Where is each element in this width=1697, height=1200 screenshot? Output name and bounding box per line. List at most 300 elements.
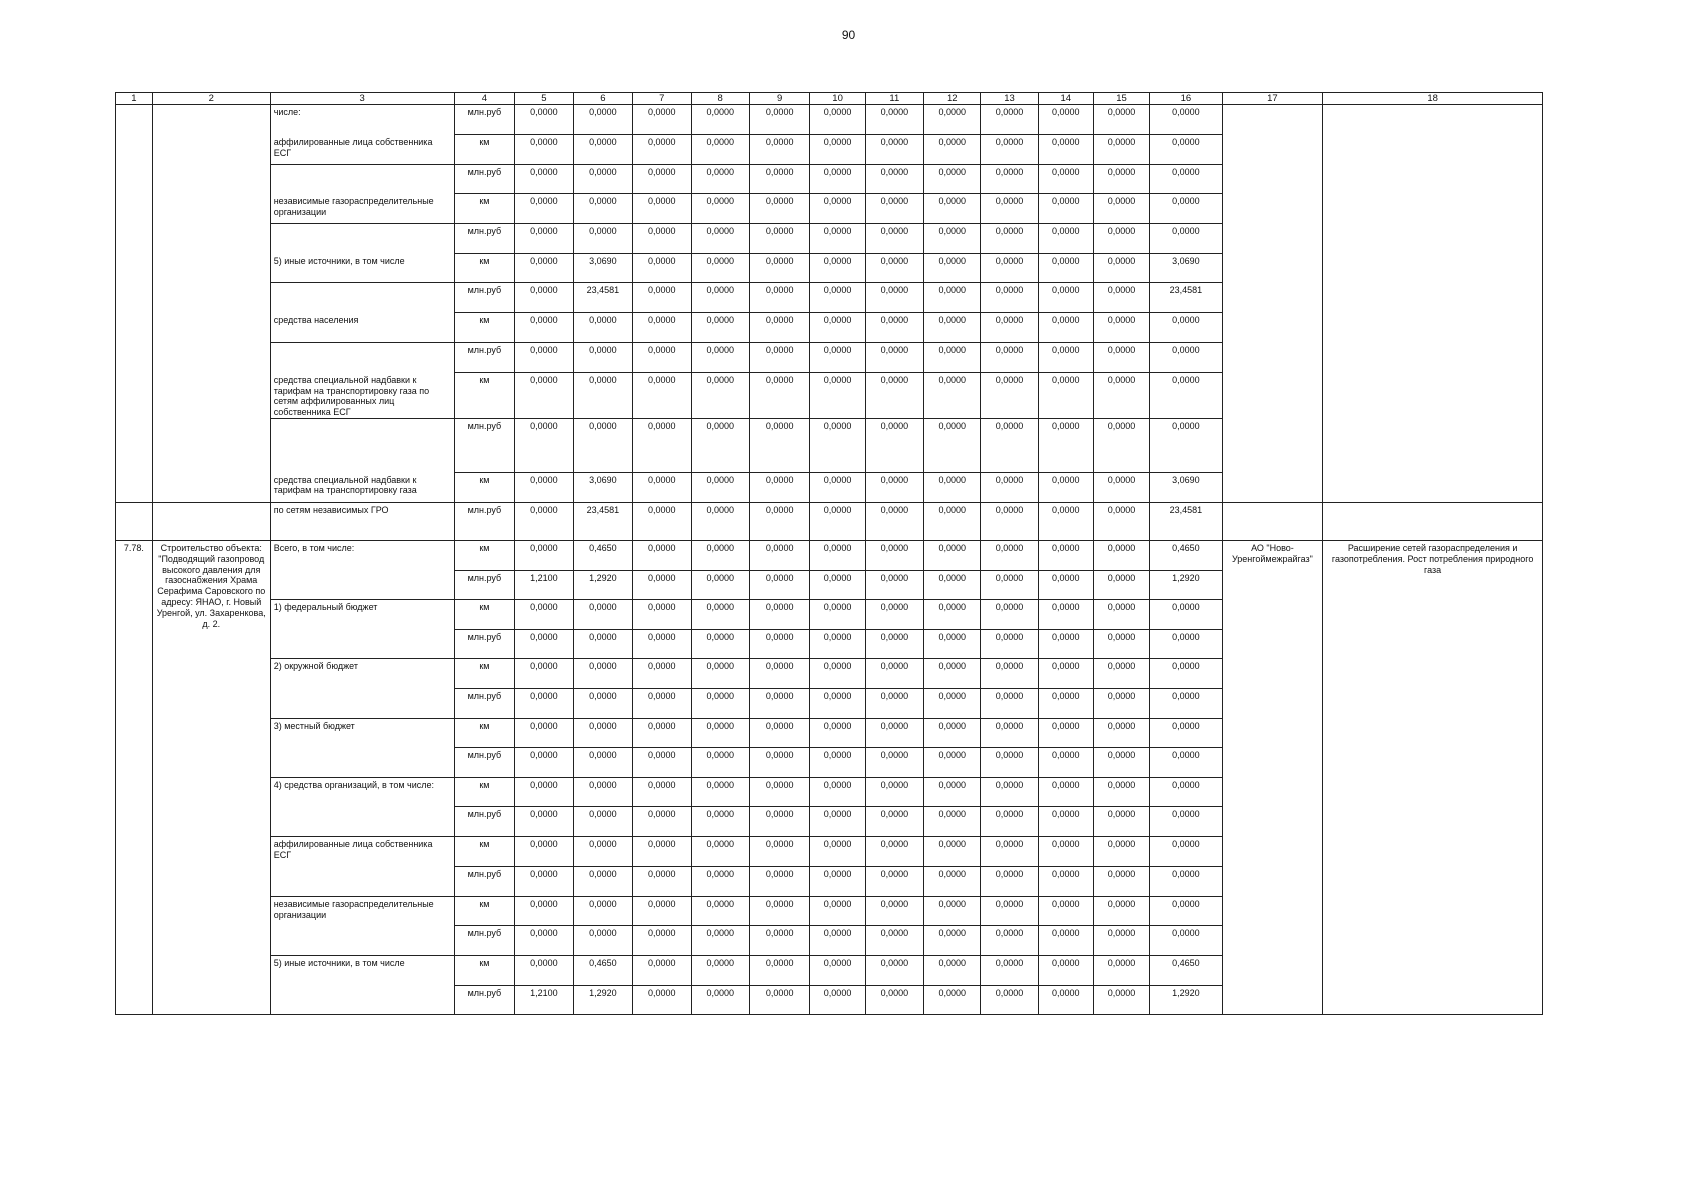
value-cell: 0,0000: [924, 926, 981, 956]
value-cell: 23,4581: [573, 283, 633, 313]
row-label: 1) федеральный бюджет: [270, 600, 454, 630]
value-cell: 0,0000: [633, 748, 691, 778]
value-cell: 0,0000: [1038, 135, 1093, 165]
value-cell: 0,0000: [924, 105, 981, 135]
value-cell: 0,0000: [515, 419, 573, 473]
value-cell: 0,0000: [810, 600, 865, 630]
value-cell: 0,0000: [1093, 659, 1149, 689]
value-cell: 0,0000: [573, 807, 633, 837]
value-cell: 0,0000: [1038, 419, 1093, 473]
value-cell: 0,0000: [810, 283, 865, 313]
value-cell: 0,0000: [1150, 867, 1222, 897]
value-cell: 0,0000: [924, 956, 981, 986]
value-cell: 0,0000: [573, 135, 633, 165]
column-header-4: 4: [454, 93, 515, 105]
value-cell: 0,0000: [749, 343, 810, 373]
organization-empty: [1222, 503, 1323, 541]
value-cell: 0,0000: [515, 897, 573, 926]
unit-cell: млн.руб: [454, 807, 515, 837]
value-cell: 0,0000: [573, 343, 633, 373]
value-cell: 0,0000: [810, 105, 865, 135]
value-cell: 0,0000: [691, 837, 749, 867]
value-cell: 0,0000: [1150, 419, 1222, 473]
value-cell: 0,0000: [749, 926, 810, 956]
value-cell: 0,0000: [810, 165, 865, 194]
value-cell: 0,0000: [924, 135, 981, 165]
value-cell: 0,0000: [633, 837, 691, 867]
value-cell: 0,0000: [981, 343, 1038, 373]
value-cell: 0,0000: [865, 600, 923, 630]
column-header-8: 8: [691, 93, 749, 105]
value-cell: 0,0000: [810, 689, 865, 719]
column-header-1: 1: [116, 93, 153, 105]
row-label-empty: [270, 630, 454, 659]
value-cell: 3,0690: [573, 473, 633, 503]
value-cell: 0,0000: [924, 659, 981, 689]
value-cell: 0,0000: [691, 986, 749, 1015]
value-cell: 0,0000: [924, 719, 981, 748]
value-cell: 0,0000: [633, 541, 691, 571]
column-header-9: 9: [749, 93, 810, 105]
value-cell: 0,0000: [1093, 807, 1149, 837]
value-cell: 0,0000: [865, 719, 923, 748]
value-cell: 0,0000: [691, 807, 749, 837]
value-cell: 0,0000: [1093, 473, 1149, 503]
unit-cell: км: [454, 541, 515, 571]
value-cell: 0,0000: [749, 194, 810, 224]
item-number-empty: [116, 503, 153, 541]
column-header-10: 10: [810, 93, 865, 105]
value-cell: 0,0000: [1150, 105, 1222, 135]
value-cell: 0,0000: [1038, 343, 1093, 373]
value-cell: 0,0000: [981, 600, 1038, 630]
value-cell: 0,0000: [749, 689, 810, 719]
value-cell: 0,0000: [981, 807, 1038, 837]
row-label-empty: [270, 224, 454, 254]
value-cell: 0,0000: [924, 630, 981, 659]
value-cell: 0,0000: [691, 630, 749, 659]
value-cell: 0,0000: [981, 503, 1038, 541]
value-cell: 0,0000: [633, 419, 691, 473]
value-cell: 0,0000: [810, 867, 865, 897]
unit-cell: км: [454, 600, 515, 630]
value-cell: 0,0000: [810, 897, 865, 926]
value-cell: 0,0000: [749, 837, 810, 867]
value-cell: 0,0000: [1038, 748, 1093, 778]
column-header-12: 12: [924, 93, 981, 105]
row-label-empty: [270, 748, 454, 778]
value-cell: 0,0000: [749, 503, 810, 541]
value-cell: 0,0000: [810, 503, 865, 541]
value-cell: 0,0000: [691, 926, 749, 956]
value-cell: 0,0000: [1150, 659, 1222, 689]
value-cell: 0,0000: [1150, 194, 1222, 224]
value-cell: 0,0000: [865, 419, 923, 473]
value-cell: 0,0000: [691, 956, 749, 986]
row-label: аффилированные лица собственника ЕСГ: [270, 135, 454, 165]
item-number: 7.78.: [116, 541, 153, 1015]
value-cell: 0,0000: [515, 867, 573, 897]
value-cell: 0,0000: [1093, 254, 1149, 283]
value-cell: 0,4650: [1150, 541, 1222, 571]
value-cell: 0,0000: [981, 630, 1038, 659]
value-cell: 0,0000: [1093, 748, 1149, 778]
value-cell: 0,0000: [633, 283, 691, 313]
unit-cell: млн.руб: [454, 748, 515, 778]
value-cell: 0,0000: [1150, 719, 1222, 748]
value-cell: 0,0000: [691, 254, 749, 283]
page-number: 90: [841, 28, 856, 42]
value-cell: 0,0000: [981, 926, 1038, 956]
value-cell: 0,0000: [810, 419, 865, 473]
value-cell: 0,0000: [924, 224, 981, 254]
unit-cell: км: [454, 719, 515, 748]
value-cell: 0,0000: [749, 135, 810, 165]
value-cell: 0,0000: [691, 867, 749, 897]
value-cell: 0,0000: [573, 659, 633, 689]
value-cell: 23,4581: [1150, 283, 1222, 313]
value-cell: 0,0000: [633, 956, 691, 986]
column-header-13: 13: [981, 93, 1038, 105]
value-cell: 0,0000: [633, 105, 691, 135]
value-cell: 0,0000: [691, 778, 749, 807]
value-cell: 0,0000: [981, 689, 1038, 719]
purpose: Расширение сетей газораспределения и газопотребления. Рост потребления природного газа: [1323, 541, 1543, 1015]
value-cell: 0,0000: [924, 600, 981, 630]
column-header-7: 7: [633, 93, 691, 105]
value-cell: 0,0000: [749, 778, 810, 807]
value-cell: 3,0690: [1150, 254, 1222, 283]
value-cell: 0,0000: [810, 541, 865, 571]
value-cell: 0,0000: [749, 473, 810, 503]
value-cell: 0,0000: [515, 165, 573, 194]
row-label: по сетям независимых ГРО: [270, 503, 454, 541]
value-cell: 0,0000: [810, 473, 865, 503]
unit-cell: млн.руб: [454, 571, 515, 600]
value-cell: 0,0000: [924, 807, 981, 837]
value-cell: 0,0000: [1038, 719, 1093, 748]
value-cell: 0,0000: [691, 897, 749, 926]
value-cell: 0,0000: [810, 778, 865, 807]
value-cell: 0,0000: [691, 719, 749, 748]
value-cell: 0,0000: [515, 313, 573, 343]
value-cell: 0,0000: [749, 867, 810, 897]
row-label-empty: [270, 689, 454, 719]
value-cell: 0,0000: [633, 630, 691, 659]
value-cell: 0,4650: [573, 956, 633, 986]
value-cell: 0,0000: [1093, 837, 1149, 867]
unit-cell: км: [454, 254, 515, 283]
value-cell: 0,0000: [515, 373, 573, 419]
unit-cell: км: [454, 313, 515, 343]
value-cell: 0,0000: [749, 571, 810, 600]
value-cell: 0,0000: [573, 630, 633, 659]
value-cell: 0,0000: [515, 105, 573, 135]
value-cell: 0,0000: [865, 956, 923, 986]
value-cell: 0,0000: [1038, 224, 1093, 254]
value-cell: 23,4581: [573, 503, 633, 541]
value-cell: 0,0000: [924, 165, 981, 194]
value-cell: 0,0000: [515, 503, 573, 541]
row-label: Всего, в том числе:: [270, 541, 454, 571]
value-cell: 0,0000: [924, 503, 981, 541]
value-cell: 0,0000: [749, 748, 810, 778]
value-cell: 0,0000: [865, 373, 923, 419]
column-header-5: 5: [515, 93, 573, 105]
value-cell: 0,0000: [865, 748, 923, 778]
value-cell: 0,0000: [633, 165, 691, 194]
value-cell: 0,0000: [633, 807, 691, 837]
unit-cell: млн.руб: [454, 867, 515, 897]
value-cell: 0,0000: [633, 254, 691, 283]
value-cell: 0,0000: [1038, 541, 1093, 571]
value-cell: 0,0000: [865, 224, 923, 254]
table-body: [116, 93, 1543, 1015]
value-cell: 0,0000: [749, 659, 810, 689]
value-cell: 0,0000: [691, 105, 749, 135]
value-cell: 0,0000: [633, 689, 691, 719]
value-cell: 0,4650: [573, 541, 633, 571]
value-cell: 0,0000: [749, 897, 810, 926]
value-cell: 0,0000: [924, 748, 981, 778]
value-cell: 0,0000: [633, 503, 691, 541]
value-cell: 0,0000: [981, 135, 1038, 165]
value-cell: 0,0000: [865, 313, 923, 343]
value-cell: 0,0000: [749, 224, 810, 254]
column-header-18: 18: [1323, 93, 1543, 105]
value-cell: 0,0000: [981, 541, 1038, 571]
unit-cell: млн.руб: [454, 343, 515, 373]
investment-table: [115, 92, 1543, 1015]
value-cell: 0,0000: [924, 541, 981, 571]
value-cell: 0,0000: [1038, 571, 1093, 600]
value-cell: 0,0000: [865, 897, 923, 926]
value-cell: 0,0000: [1038, 473, 1093, 503]
value-cell: 0,0000: [924, 254, 981, 283]
value-cell: 0,0000: [924, 283, 981, 313]
value-cell: 0,0000: [981, 897, 1038, 926]
value-cell: 0,0000: [981, 986, 1038, 1015]
value-cell: 0,0000: [924, 313, 981, 343]
value-cell: 0,0000: [865, 778, 923, 807]
value-cell: 0,0000: [810, 986, 865, 1015]
unit-cell: млн.руб: [454, 926, 515, 956]
unit-cell: млн.руб: [454, 986, 515, 1015]
value-cell: 0,0000: [924, 837, 981, 867]
value-cell: 23,4581: [1150, 503, 1222, 541]
unit-cell: км: [454, 956, 515, 986]
column-header-17: 17: [1222, 93, 1323, 105]
value-cell: 0,0000: [981, 867, 1038, 897]
value-cell: 0,0000: [1150, 689, 1222, 719]
value-cell: 0,0000: [865, 254, 923, 283]
value-cell: 0,0000: [515, 630, 573, 659]
value-cell: 0,0000: [573, 719, 633, 748]
value-cell: 0,0000: [1038, 313, 1093, 343]
column-header-16: 16: [1150, 93, 1222, 105]
value-cell: 0,0000: [865, 135, 923, 165]
value-cell: 0,0000: [1093, 343, 1149, 373]
value-cell: 0,0000: [749, 373, 810, 419]
header-row: [116, 93, 1543, 105]
value-cell: 0,0000: [865, 807, 923, 837]
value-cell: 0,0000: [749, 105, 810, 135]
value-cell: 0,0000: [1150, 343, 1222, 373]
value-cell: 0,0000: [573, 373, 633, 419]
unit-cell: млн.руб: [454, 503, 515, 541]
value-cell: 0,0000: [573, 313, 633, 343]
value-cell: 0,0000: [633, 194, 691, 224]
value-cell: 0,0000: [1038, 659, 1093, 689]
value-cell: 0,0000: [1038, 254, 1093, 283]
value-cell: 3,0690: [573, 254, 633, 283]
value-cell: 0,0000: [633, 373, 691, 419]
value-cell: 0,0000: [691, 748, 749, 778]
unit-cell: км: [454, 659, 515, 689]
value-cell: 0,0000: [691, 689, 749, 719]
row-label-empty: [270, 165, 454, 194]
value-cell: 0,0000: [1038, 600, 1093, 630]
value-cell: 0,0000: [924, 473, 981, 503]
value-cell: 0,0000: [515, 926, 573, 956]
value-cell: 0,0000: [865, 837, 923, 867]
value-cell: 0,0000: [810, 194, 865, 224]
purpose-empty: [1323, 105, 1543, 503]
value-cell: 0,0000: [1093, 600, 1149, 630]
value-cell: 0,0000: [749, 541, 810, 571]
value-cell: 0,0000: [865, 986, 923, 1015]
table-row: [116, 541, 1543, 571]
value-cell: 0,0000: [691, 600, 749, 630]
value-cell: 0,0000: [1150, 600, 1222, 630]
value-cell: 0,0000: [515, 194, 573, 224]
value-cell: 0,0000: [810, 135, 865, 165]
value-cell: 0,0000: [924, 897, 981, 926]
value-cell: 1,2920: [573, 571, 633, 600]
value-cell: 0,0000: [1038, 807, 1093, 837]
value-cell: 0,0000: [810, 571, 865, 600]
unit-cell: км: [454, 194, 515, 224]
value-cell: 0,0000: [924, 778, 981, 807]
value-cell: 0,0000: [1093, 689, 1149, 719]
value-cell: 0,0000: [981, 473, 1038, 503]
value-cell: 0,0000: [749, 419, 810, 473]
value-cell: 0,0000: [573, 419, 633, 473]
value-cell: 0,0000: [865, 926, 923, 956]
value-cell: 0,0000: [1150, 778, 1222, 807]
value-cell: 0,0000: [691, 373, 749, 419]
value-cell: 0,0000: [573, 926, 633, 956]
value-cell: 0,0000: [633, 473, 691, 503]
value-cell: 0,0000: [1093, 105, 1149, 135]
value-cell: 0,0000: [573, 897, 633, 926]
value-cell: 0,0000: [1093, 135, 1149, 165]
value-cell: 0,0000: [865, 689, 923, 719]
object-empty: [152, 503, 270, 541]
value-cell: 0,0000: [515, 807, 573, 837]
row-label-empty: [270, 986, 454, 1015]
purpose-empty: [1323, 503, 1543, 541]
row-label-empty: [270, 926, 454, 956]
value-cell: 0,0000: [810, 837, 865, 867]
value-cell: 0,0000: [633, 600, 691, 630]
value-cell: 0,0000: [1093, 541, 1149, 571]
value-cell: 0,0000: [691, 659, 749, 689]
value-cell: 0,0000: [924, 373, 981, 419]
value-cell: 0,0000: [981, 719, 1038, 748]
unit-cell: км: [454, 373, 515, 419]
value-cell: 0,0000: [1093, 283, 1149, 313]
object-empty: [152, 105, 270, 503]
value-cell: 0,0000: [981, 419, 1038, 473]
value-cell: 0,0000: [1093, 194, 1149, 224]
value-cell: 0,0000: [1038, 837, 1093, 867]
value-cell: 0,0000: [691, 194, 749, 224]
value-cell: 0,0000: [981, 659, 1038, 689]
value-cell: 0,0000: [515, 541, 573, 571]
value-cell: 0,0000: [810, 807, 865, 837]
value-cell: 0,0000: [810, 313, 865, 343]
value-cell: 0,0000: [1093, 571, 1149, 600]
value-cell: 0,0000: [633, 135, 691, 165]
value-cell: 0,0000: [691, 571, 749, 600]
unit-cell: млн.руб: [454, 165, 515, 194]
column-header-6: 6: [573, 93, 633, 105]
value-cell: 0,0000: [924, 194, 981, 224]
value-cell: 0,0000: [810, 343, 865, 373]
organization-empty: [1222, 105, 1323, 503]
value-cell: 0,0000: [924, 867, 981, 897]
value-cell: 0,0000: [1038, 689, 1093, 719]
column-header-2: 2: [152, 93, 270, 105]
row-label-empty: [270, 867, 454, 897]
value-cell: 0,0000: [1038, 926, 1093, 956]
value-cell: 0,0000: [691, 313, 749, 343]
organization: АО "Ново-Уренгоймежрайгаз": [1222, 541, 1323, 1015]
value-cell: 0,0000: [1038, 897, 1093, 926]
value-cell: 0,0000: [1093, 503, 1149, 541]
value-cell: 0,0000: [810, 630, 865, 659]
value-cell: 0,0000: [810, 224, 865, 254]
value-cell: 0,0000: [633, 313, 691, 343]
value-cell: 0,0000: [1093, 986, 1149, 1015]
value-cell: 0,0000: [1093, 373, 1149, 419]
value-cell: 0,0000: [1093, 313, 1149, 343]
row-label: независимые газораспределительные организации: [270, 897, 454, 926]
value-cell: 0,0000: [981, 283, 1038, 313]
value-cell: 0,0000: [1150, 748, 1222, 778]
value-cell: 0,0000: [865, 630, 923, 659]
value-cell: 0,0000: [573, 224, 633, 254]
value-cell: 0,4650: [1150, 956, 1222, 986]
value-cell: 0,0000: [515, 254, 573, 283]
value-cell: 0,0000: [1150, 926, 1222, 956]
value-cell: 0,0000: [1038, 630, 1093, 659]
row-label: средства населения: [270, 313, 454, 343]
value-cell: 0,0000: [1150, 807, 1222, 837]
value-cell: 0,0000: [749, 600, 810, 630]
value-cell: 0,0000: [1150, 897, 1222, 926]
row-label-empty: [270, 571, 454, 600]
value-cell: 0,0000: [981, 165, 1038, 194]
value-cell: 0,0000: [810, 373, 865, 419]
unit-cell: млн.руб: [454, 689, 515, 719]
value-cell: 0,0000: [1150, 224, 1222, 254]
value-cell: 0,0000: [1093, 419, 1149, 473]
value-cell: 0,0000: [1150, 135, 1222, 165]
value-cell: 0,0000: [1150, 165, 1222, 194]
row-label: аффилированные лица собственника ЕСГ: [270, 837, 454, 867]
